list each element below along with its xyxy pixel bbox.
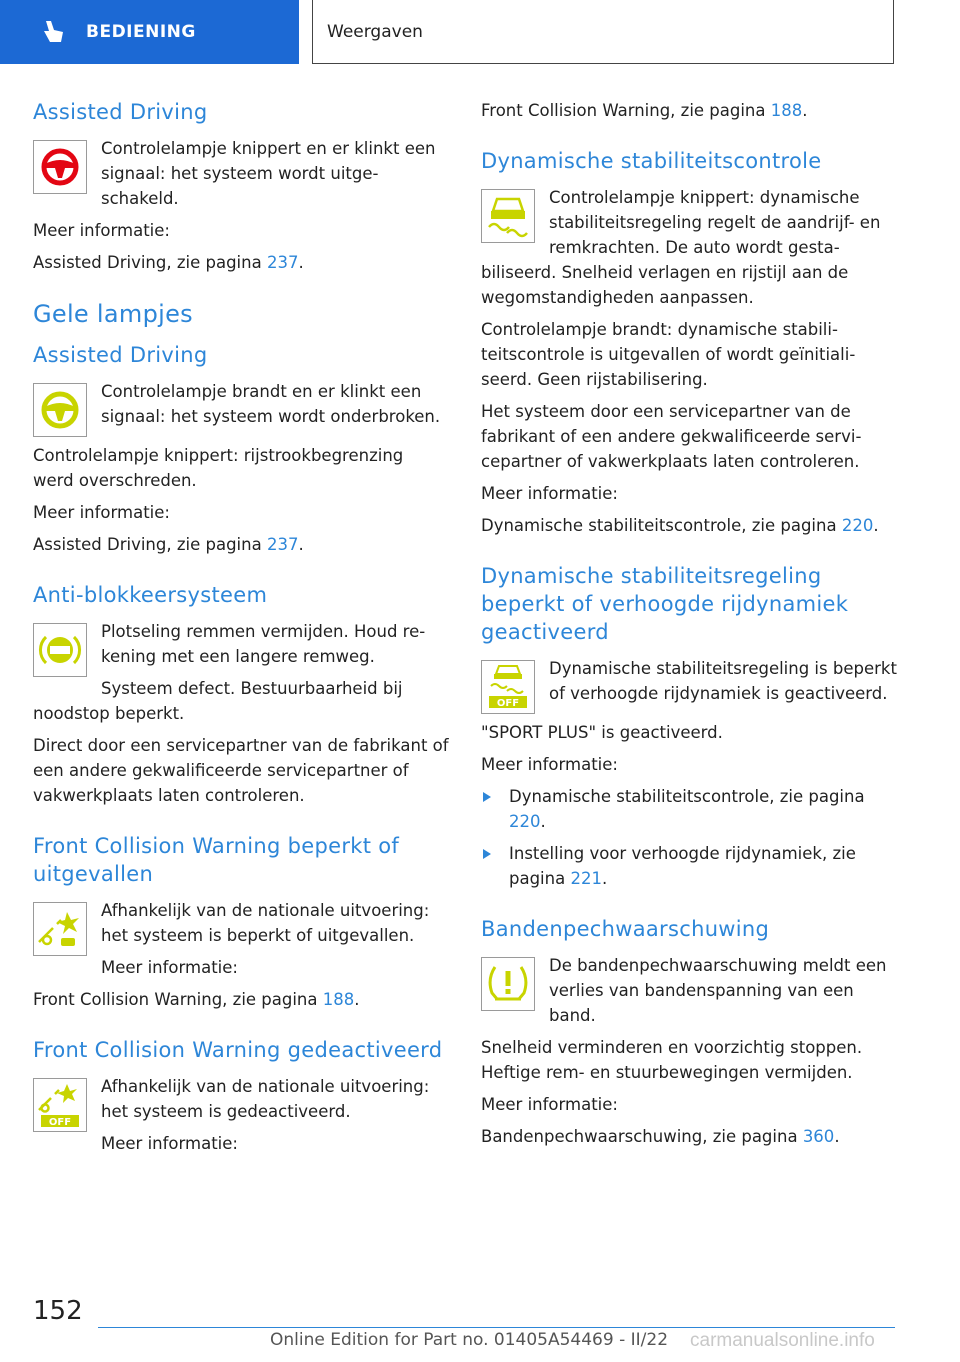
- page-link[interactable]: 220: [841, 516, 874, 535]
- icon-row: [33, 898, 449, 987]
- paragraph: Direct door een servicepartner van de fabrikant of een andere gekwalificeerde servicepartner of vakwerkplaats laten controleren.: [33, 736, 449, 805]
- list-item: Instelling voor verhoogde rijdynamiek, zie pagina 221.: [481, 841, 897, 891]
- section-title: Anti-blokkeersysteem: [33, 583, 268, 607]
- section-fcw-limited: [33, 832, 449, 1012]
- reference: Dynamische stabiliteitscontrole, zie pagina 220.: [481, 516, 879, 535]
- footer-divider: [98, 1327, 895, 1328]
- section-dsc-off: [481, 562, 897, 891]
- section-title: Assisted Driving: [33, 343, 208, 367]
- icon-row: [33, 379, 449, 443]
- stability-control-off-icon: [481, 660, 535, 714]
- icon-row: [481, 656, 897, 720]
- paragraph: Controlelampje knippert: dynamische stabiliteitsregeling regelt de aandrijf- en remkrachten. De auto wordt gestabiliseerd. Snelheid verlagen en rijstijl aan de wegomstandigheden aanpassen.: [481, 188, 881, 307]
- paragraph: Dynamische stabiliteitsregeling is beperkt of verhoogde rijdynamiek is geactiveerd.: [549, 659, 897, 703]
- section-dsc: [481, 147, 897, 538]
- section-title: Dynamische stabiliteitscontrole: [481, 149, 822, 173]
- edition-note: Online Edition for Part no. 01405A54469 - II/22: [270, 1330, 669, 1350]
- icon-row: [481, 953, 897, 1035]
- page-link[interactable]: 220: [509, 812, 541, 831]
- section-title: Assisted Driving: [33, 100, 208, 124]
- paragraph: Meer informatie:: [33, 221, 170, 240]
- reference: Assisted Driving, zie pagina 237.: [33, 535, 304, 554]
- chapter-title: Weergaven: [327, 21, 423, 42]
- reference-list: [481, 784, 897, 891]
- paragraph: Plotseling remmen vermijden. Houd rekening met een langere remweg.: [101, 622, 426, 666]
- section-abs: [33, 581, 449, 808]
- section-assisted-driving-yellow: [33, 341, 449, 557]
- section-assisted-driving-red: [33, 98, 449, 275]
- paragraph: De bandenpechwaarschuwing meldt een verlies van bandenspanning van een band.: [549, 956, 887, 1025]
- stability-control-icon: [481, 189, 535, 243]
- reference: Front Collision Warning, zie pagina 188.: [33, 990, 360, 1009]
- page-link[interactable]: 188: [322, 990, 355, 1009]
- icon-row: [33, 619, 449, 733]
- hand-pointer-icon: [40, 19, 66, 45]
- collision-warning-icon: [33, 902, 87, 956]
- list-item: Dynamische stabiliteitscontrole, zie pagina 220.: [481, 784, 897, 834]
- off-label: OFF: [496, 698, 520, 709]
- chapter-tab: [312, 0, 894, 64]
- icon-row: [481, 185, 897, 317]
- abs-warning-icon: [33, 623, 87, 677]
- paragraph: Meer informatie:: [33, 503, 170, 522]
- paragraph: Het systeem door een servicepartner van de fabrikant of een andere gekwalificeerde servicepartner of vakwerkplaats laten controleren.: [481, 402, 862, 471]
- page-link[interactable]: 360: [802, 1127, 835, 1146]
- paragraph: Controlelampje knippert: rijstrookbegrenzing werd overschreden.: [33, 446, 404, 490]
- section-title: Dynamische stabiliteitsregeling beperkt of verhoogde rijdynamiek geactiveerd: [481, 564, 849, 644]
- page-link[interactable]: 237: [266, 253, 299, 272]
- section-label: BEDIENING: [86, 22, 196, 42]
- left-column: [33, 98, 449, 1187]
- page-number: 152: [33, 1296, 83, 1326]
- icon-row: [33, 1074, 449, 1163]
- paragraph: Meer informatie:: [101, 958, 238, 977]
- paragraph: Meer informatie:: [101, 1134, 238, 1153]
- paragraph: Snelheid verminderen en voorzichtig stoppen. Heftige rem- en stuurbewegingen vermijden.: [481, 1038, 863, 1082]
- reference: Assisted Driving, zie pagina 237.: [33, 253, 304, 272]
- tire-pressure-warning-icon: [481, 957, 535, 1011]
- page-link[interactable]: 221: [570, 869, 602, 888]
- off-label: OFF: [48, 1117, 72, 1128]
- page-link[interactable]: 237: [266, 535, 299, 554]
- page-link[interactable]: 188: [770, 101, 803, 120]
- steering-wheel-yellow-icon: [33, 383, 87, 437]
- collision-warning-off-icon: [33, 1078, 87, 1132]
- watermark: carmanualsonline.info: [690, 1330, 875, 1351]
- icon-row: [33, 136, 449, 218]
- section-title: Front Collision Warning beperkt of uitgevallen: [33, 834, 400, 886]
- section-tire-pressure: [481, 915, 897, 1149]
- chapter-heading: Gele lampjes: [33, 300, 193, 328]
- section-title: Bandenpechwaarschuwing: [481, 917, 770, 941]
- steering-wheel-red-icon: [33, 140, 87, 194]
- paragraph: Meer informatie:: [481, 755, 618, 774]
- paragraph: Systeem defect. Bestuurbaarheid bij noodstop beperkt.: [33, 679, 403, 723]
- paragraph: Controlelampje knippert en er klinkt een signaal: het systeem wordt uitgeschakeld.: [101, 139, 436, 208]
- paragraph: Controlelampje brandt en er klinkt een signaal: het systeem wordt onderbroken.: [101, 382, 441, 426]
- right-column: [481, 98, 897, 1173]
- reference: Front Collision Warning, zie pagina 188.: [481, 101, 808, 120]
- section-fcw-off: [33, 1036, 449, 1163]
- section-tab: [0, 0, 299, 64]
- paragraph: Afhankelijk van de nationale uitvoering: het systeem is gedeactiveerd.: [101, 1077, 430, 1121]
- fcw-reference: [481, 98, 897, 123]
- reference: Bandenpechwaarschuwing, zie pagina 360.: [481, 1127, 840, 1146]
- paragraph: "SPORT PLUS" is geactiveerd.: [481, 723, 723, 742]
- paragraph: Controlelampje brandt: dynamische stabiliteitscontrole is uitgevallen of wordt geïnitialiseerd. Geen rijstabilisering.: [481, 320, 856, 389]
- section-title: Front Collision Warning gedeactiveerd: [33, 1038, 443, 1062]
- page-header: [0, 0, 960, 66]
- paragraph: Afhankelijk van de nationale uitvoering: het systeem is beperkt of uitgevallen.: [101, 901, 430, 945]
- paragraph: Meer informatie:: [481, 484, 618, 503]
- paragraph: Meer informatie:: [481, 1095, 618, 1114]
